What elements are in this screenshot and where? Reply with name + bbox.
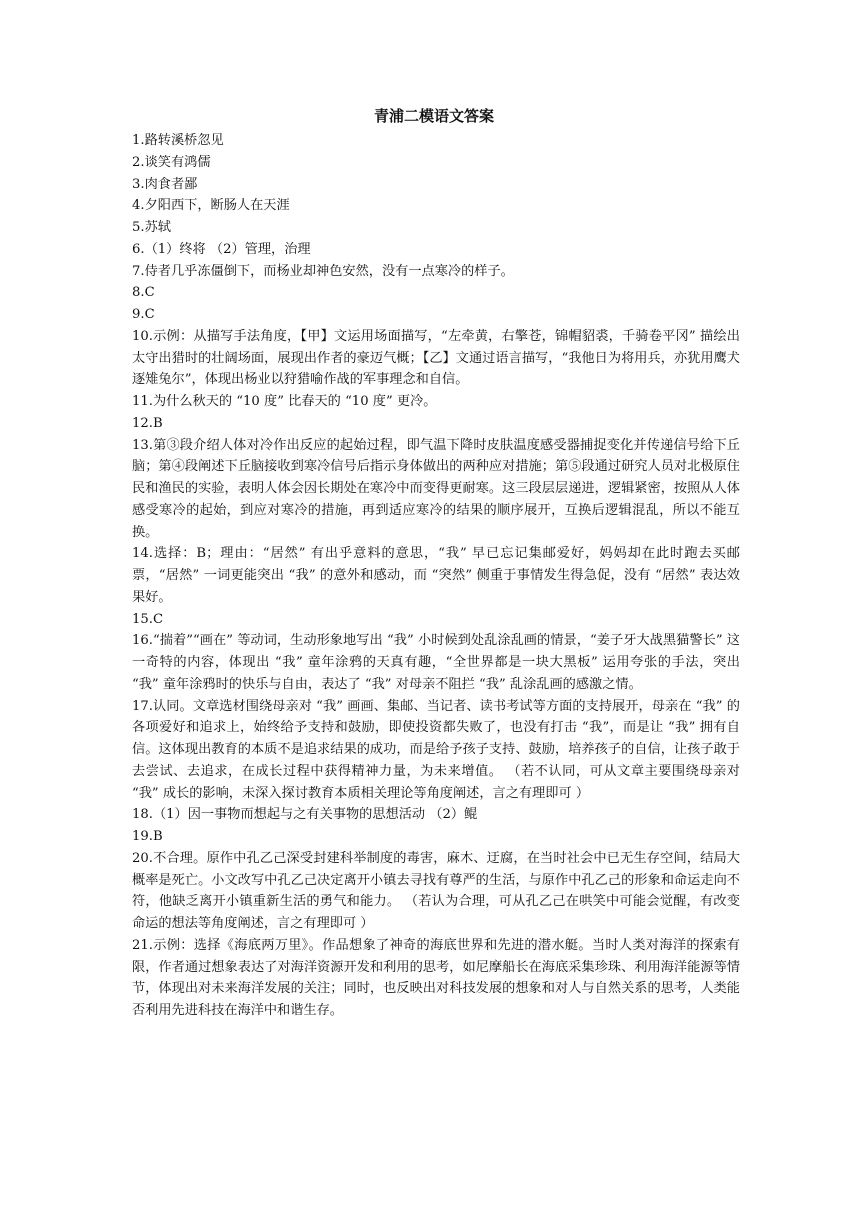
- answer-5: 5.苏轼: [132, 220, 171, 235]
- answer-13: 13.第③段介绍人体对冷作出反应的起始过程，即气温下降时皮肤温度感受器捕捉变化并传递信号给下丘脑；第④段阐述下丘脑接收到寒冷信号后指示身体做出的两种应对措施；第⑤段通过研究人员对北极原住民和渔民的实验，表明人体会因长期处在寒冷中而变得更耐寒。这三段层层递进，逻辑紧密，按照从人体感受寒冷的起始，到应对寒冷的措施，再到适应寒冷的结果的顺序展开，互换后逻辑混乱，所以不能互换。: [132, 437, 740, 540]
- answer-6: 6.（1）终将 （2）管理，治理: [132, 241, 311, 257]
- answer-7: 7.侍者几乎冻僵倒下，而杨业却神色安然，没有一点寒冷的样子。: [132, 263, 514, 279]
- answer-12: 12.B: [132, 415, 163, 431]
- answer-1: 1.路转溪桥忽见: [132, 133, 224, 148]
- answer-3: 3.肉食者鄙: [132, 176, 198, 192]
- answer-15: 15.C: [132, 611, 164, 627]
- answer-list: [132, 130, 740, 1022]
- answer-2: 2.谈笑有鸿儒: [132, 154, 211, 170]
- answer-14: 14.选择：B；理由：“居然” 有出乎意料的意思，“我” 早已忘记集邮爱好，妈妈却在此时跑去买邮票，“居然” 一词更能突出 “我” 的意外和感动，而 “突然” 侧重于事情发生得急促，没有 “居然” 表达效果好。: [132, 546, 740, 605]
- answer-17: 17.认同。文章选材围绕母亲对 “我” 画画、集邮、当记者、读书考试等方面的支持展开，母亲在 “我” 的各项爱好和追求上，始终给予支持和鼓励，即使投资都失败了，也没有打击 “我”，而是让 “我” 拥有自信。这体现出教育的本质不是追求结果的成功，而是给予孩子支持、鼓励，培养孩子的自信，让孩子敢于去尝试、去追求，在成长过程中获得精神力量，为未来增值。 （若不认同，可从文章主要围绕母亲对 “我” 成长的影响，未深入探讨教育本质相关理论等角度阐述，言之有理即可 ）: [132, 698, 740, 801]
- answer-19: 19.B: [132, 829, 163, 844]
- answer-9: 9.C: [132, 307, 155, 322]
- answer-18: 18.（1）因一事物而想起与之有关事物的思想活动 （2）鲲: [132, 807, 478, 823]
- answer-4: 4.夕阳西下，断肠人在天涯: [132, 198, 290, 214]
- answer-10: 10.示例：从描写手法角度，【甲】文运用场面描写，“左牵黄，右擎苍，锦帽貂裘，千骑卷平冈” 描绘出太守出猎时的壮阔场面，展现出作者的豪迈气概；【乙】文通过语言描写，“我他日为将用兵，亦犹用鹰犬逐雉兔尔”，体现出杨业以狩猎喻作战的军事理念和自信。: [132, 328, 740, 388]
- answer-16: 16.“揣着”“画在” 等动词，生动形象地写出 “我” 小时候到处乱涂乱画的情景，“姜子牙大战黑猫警长” 这一奇特的内容，体现出 “我” 童年涂鸦的天真有趣，“全世界都是一块大黑板” 运用夸张的手法，突出 “我” 童年涂鸦时的快乐与自由，表达了 “我” 对母亲不阻拦 “我” 乱涂乱画的感激之情。: [132, 633, 740, 692]
- document-title: 青浦二模语文答案: [373, 107, 494, 125]
- answer-21: 21.示例：选择《海底两万里》。作品想象了神奇的海底世界和先进的潜水艇。当时人类对海洋的探索有限，作者通过想象表达了对海洋资源开发和利用的思考，如尼摩船长在海底采集珍珠、利用海洋能源等情节，体现出对未来海洋发展的关注；同时，也反映出对科技发展的想象和对人与自然关系的思考，人类能否利用先进科技在海洋中和谐生存。: [132, 937, 740, 1018]
- answer-8: 8.C: [132, 285, 155, 301]
- answer-20: 20.不合理。原作中孔乙己深受封建科举制度的毒害，麻木、迂腐，在当时社会中已无生存空间，结局大概率是死亡。小文改写中孔乙己决定离开小镇去寻找有尊严的生活，与原作中孔乙己的形象和命运走向不符，他缺乏离开小镇重新生活的勇气和能力。 （若认为合理，可从孔乙己在哄笑中可能会觉醒，有改变命运的想法等角度阐述，言之有理即可 ）: [132, 850, 740, 931]
- answer-11: 11.为什么秋天的 “10 度” 比春天的 “10 度” 更冷。: [132, 394, 437, 409]
